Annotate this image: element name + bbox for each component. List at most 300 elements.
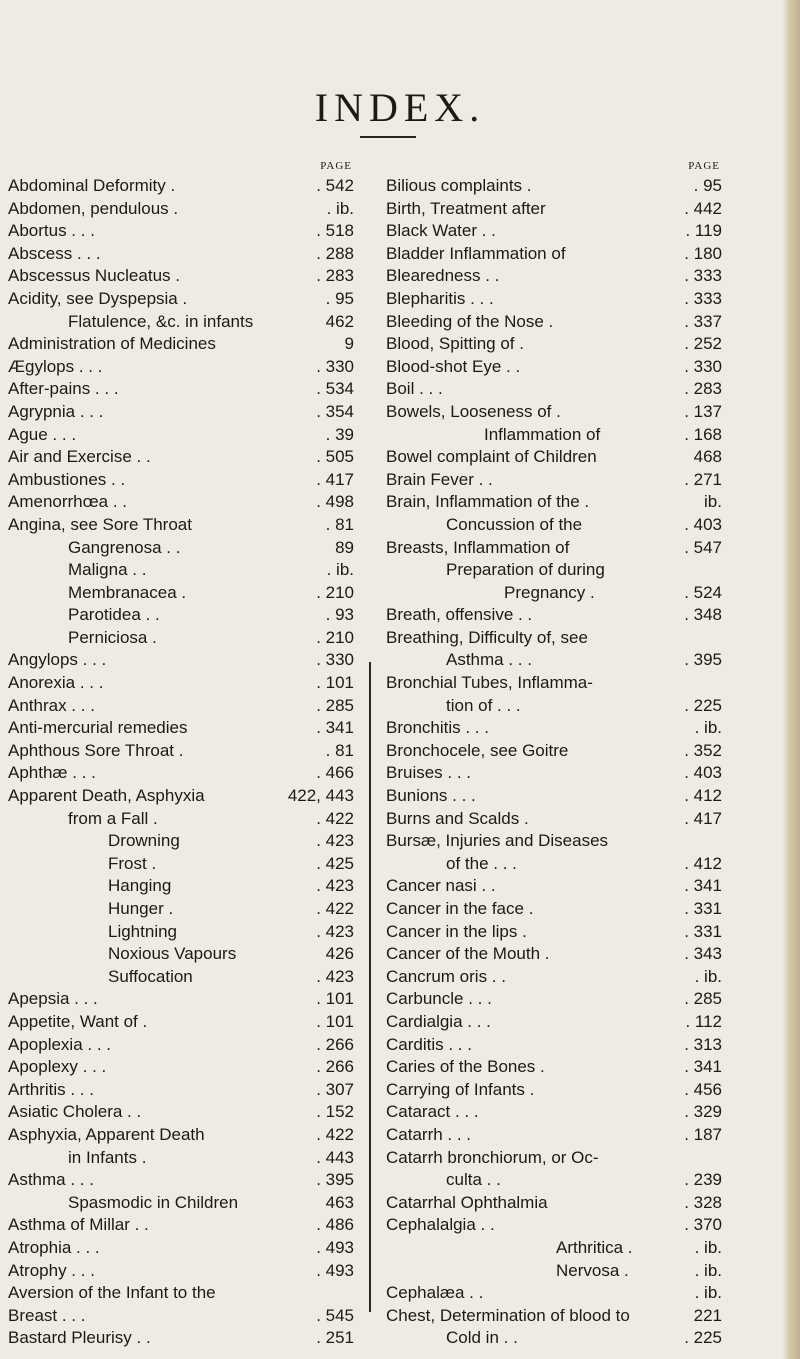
index-entry-term: Catarrh bronchiorum, or Oc- (386, 1147, 599, 1167)
index-entry (8, 175, 354, 198)
index-entry-term: Cardialgia . . . (386, 1011, 491, 1031)
index-entry-term: Apparent Death, Asphyxia (8, 786, 205, 806)
index-entry-term: Acidity, see Dyspepsia . (8, 288, 188, 308)
index-entry-term: Asthma . . . (8, 1170, 94, 1190)
index-entry-page: . 251 (316, 1328, 354, 1348)
index-entry (8, 514, 354, 537)
index-entry (386, 1214, 722, 1237)
index-entry (386, 966, 722, 989)
index-entry-page (680, 627, 722, 650)
index-entry-page: . 225 (684, 695, 722, 715)
index-entry-page: . 283 (316, 266, 354, 286)
index-entry (386, 808, 722, 831)
index-entry-page: . 412 (684, 853, 722, 873)
index-entry-page: . 101 (316, 1011, 354, 1031)
index-entry (8, 627, 354, 650)
index-entry-page: . ib. (694, 1237, 722, 1257)
index-entry (8, 401, 354, 424)
index-entry (386, 717, 722, 740)
index-entry-page: . ib. (694, 718, 722, 738)
index-entry-page: . 352 (684, 740, 722, 760)
index-entry-term: Inflammation of (484, 424, 601, 444)
index-entry-page: . 283 (684, 379, 722, 399)
index-entry-page: . 423 (316, 876, 354, 896)
index-entry (386, 1327, 722, 1350)
index-entry (8, 717, 354, 740)
index-entry (386, 333, 722, 356)
index-entry-term: Cold in . . (446, 1328, 518, 1348)
index-entry (8, 649, 354, 672)
index-entry-term: Burns and Scalds . (386, 808, 529, 828)
index-entry (8, 1011, 354, 1034)
index-entry-term: Concussion of the (446, 514, 583, 534)
column-divider (369, 662, 371, 1312)
index-entry (386, 1237, 722, 1260)
index-entry (8, 537, 354, 560)
index-entry-page: . 341 (684, 876, 722, 896)
index-entry (8, 875, 354, 898)
index-entry-page: . ib. (694, 1283, 722, 1303)
index-entry-page: . 266 (316, 1034, 354, 1054)
index-entry-term: Bleeding of the Nose . (386, 311, 554, 331)
index-entry (8, 265, 354, 288)
index-entry-term: Cancer in the face . (386, 899, 534, 918)
index-entry-page: . 348 (684, 605, 722, 625)
index-entry-term: Abdominal Deformity . (8, 176, 176, 195)
index-entry-term: Perniciosa . (68, 627, 157, 647)
index-entry-term: Arthritis . . . (8, 1079, 94, 1099)
index-entry-term: Frost . (108, 853, 157, 873)
index-entry-term: culta . . (446, 1170, 501, 1190)
index-entry-term: Aphthæ . . . (8, 763, 96, 783)
index-entry-term: Cancer nasi . . (386, 876, 496, 896)
index-entry (386, 1011, 722, 1034)
index-entry (386, 943, 722, 966)
index-entry (386, 1147, 722, 1170)
index-entry-term: Abscess . . . (8, 243, 101, 263)
index-entry-term: Chest, Determination of blood to (386, 1305, 630, 1325)
index-entry-page: 468 (693, 447, 722, 467)
index-entry-page: . 395 (684, 650, 722, 670)
index-entry (386, 378, 722, 401)
index-entry (8, 1079, 354, 1102)
index-entry-term: Cephalalgia . . (386, 1215, 495, 1235)
index-entry (8, 988, 354, 1011)
index-entry (8, 582, 354, 605)
index-entry-page: . 505 (316, 447, 354, 467)
index-entry-term: Asphyxia, Apparent Death (8, 1124, 205, 1144)
index-entry-page: . 456 (684, 1079, 722, 1099)
index-entry (8, 378, 354, 401)
index-entry-page: . 547 (684, 537, 722, 557)
index-entry-term: Boil . . . (386, 379, 443, 399)
index-entry-term: Hunger . (108, 899, 174, 918)
index-entry-page: . 210 (316, 627, 354, 647)
index-entry-page: . ib. (694, 1260, 722, 1280)
index-entry (8, 1327, 354, 1350)
index-entry-page: . 288 (316, 243, 354, 263)
index-entry-term: tion of . . . (446, 695, 521, 715)
right-entries (386, 175, 722, 1350)
index-entry-term: Catarrhal Ophthalmia (386, 1192, 548, 1212)
index-entry-term: Breathing, Difficulty of, see (386, 627, 588, 647)
index-entry-page: 462 (325, 311, 354, 331)
index-entry-page: . 343 (684, 944, 722, 964)
index-entry (386, 424, 722, 447)
index-entry-term: Cancrum oris . . (386, 966, 506, 986)
left-column (8, 160, 354, 1350)
index-entry (386, 559, 722, 582)
index-entry-term: Asthma . . . (446, 650, 532, 670)
index-entry-page: . 93 (325, 605, 354, 625)
index-entry (8, 853, 354, 876)
index-entry-page: . 498 (316, 492, 354, 512)
index-entry-term: Asthma of Millar . . (8, 1215, 149, 1235)
index-entry-page: . ib. (326, 560, 354, 580)
index-entry-page: . 39 (325, 424, 354, 444)
index-entry-term: Cephalæa . . (386, 1283, 484, 1303)
index-entry-page: . 180 (684, 243, 722, 263)
index-entry-term: Abdomen, pendulous . (8, 198, 179, 218)
index-entry-page: . 187 (684, 1124, 722, 1144)
index-entry-page: . 341 (316, 718, 354, 738)
index-entry (8, 808, 354, 831)
index-entry-page: . 239 (684, 1170, 722, 1190)
index-entry-page: . 210 (316, 582, 354, 602)
index-entry-page: . 328 (684, 1192, 722, 1212)
index-entry (8, 1056, 354, 1079)
index-entry (386, 198, 722, 221)
index-entry-page: . 403 (684, 763, 722, 783)
index-entry-term: in Infants . (68, 1147, 147, 1167)
index-entry (8, 740, 354, 763)
index-entry (8, 446, 354, 469)
index-entry-term: Angina, see Sore Throat (8, 514, 192, 534)
index-entry-term: Bursæ, Injuries and Diseases (386, 831, 609, 851)
index-entry (8, 762, 354, 785)
index-entry (386, 875, 722, 898)
index-entry (386, 762, 722, 785)
index-entry-page: . 225 (684, 1328, 722, 1348)
index-entry (8, 695, 354, 718)
index-entry-term: Blepharitis . . . (386, 288, 494, 308)
index-entry (386, 514, 722, 537)
index-entry-page: . 425 (316, 853, 354, 873)
index-entry-term: Appetite, Want of . (8, 1011, 148, 1031)
index-entry-term: Birth, Treatment after (386, 198, 546, 218)
index-entry-term: Apoplexia . . . (8, 1034, 112, 1054)
index-entry-term: Suffocation (108, 966, 193, 986)
index-entry (8, 333, 354, 356)
index-entry (8, 1101, 354, 1124)
index-entry-term: Maligna . . (68, 560, 147, 580)
index-entry-term: Brain Fever . . (386, 469, 493, 489)
index-entry-page: . 307 (316, 1079, 354, 1099)
index-entry-term: Cancer in the lips . (386, 921, 527, 941)
index-entry (386, 491, 722, 514)
index-entry-term: Aphthous Sore Throat . (8, 740, 184, 760)
index-entry-term: Anthrax . . . (8, 695, 95, 715)
index-entry (386, 265, 722, 288)
index-entry-term: Parotidea . . (68, 605, 160, 625)
index-entry (386, 582, 722, 605)
index-entry (386, 401, 722, 424)
index-entry-term: Bronchocele, see Goitre (386, 740, 569, 760)
index-entry-term: Pregnancy . (504, 582, 595, 602)
index-entry (8, 288, 354, 311)
page-edge (782, 0, 800, 1359)
index-entry-term: Bronchitis . . . (386, 718, 489, 738)
index-entry-term: Bladder Inflammation of (386, 243, 566, 263)
index-entry (386, 1056, 722, 1079)
index-entry (8, 966, 354, 989)
index-entry-term: Black Water . . (386, 221, 496, 241)
index-entry-page: . 337 (684, 311, 722, 331)
index-entry (386, 537, 722, 560)
index-entry-page: . 95 (325, 288, 354, 308)
index-entry-term: Anti-mercurial remedies (8, 718, 188, 738)
right-column (386, 160, 722, 1350)
index-entry-page: . 486 (316, 1215, 354, 1235)
index-entry-page: . 422 (316, 1124, 354, 1144)
index-entry-term: Arthritica . (556, 1237, 633, 1257)
index-entry (8, 491, 354, 514)
index-entry-page: . 370 (684, 1215, 722, 1235)
index-entry-page: . 112 (685, 1011, 722, 1031)
index-entry-page: . 422 (316, 808, 354, 828)
index-entry-page: . 354 (316, 401, 354, 421)
index-entry-page: . 545 (316, 1305, 354, 1325)
index-entry-page: 426 (325, 944, 354, 964)
index-entry-term: Bastard Pleurisy . . (8, 1328, 151, 1348)
index-entry-term: Carrying of Infants . (386, 1079, 535, 1099)
index-entry (8, 1282, 354, 1305)
index-entry-page: . 534 (316, 379, 354, 399)
index-entry-page: . 423 (316, 921, 354, 941)
index-entry (8, 1169, 354, 1192)
index-entry-term: Air and Exercise . . (8, 447, 151, 467)
index-entry-page: . 81 (325, 514, 354, 534)
index-entry (8, 1192, 354, 1215)
index-entry-page: . 333 (684, 266, 722, 286)
index-entry-term: Apoplexy . . . (8, 1057, 107, 1077)
index-entry-page (312, 1282, 354, 1305)
title-rule (360, 136, 416, 138)
index-entry-page: . 493 (316, 1237, 354, 1257)
index-entry-term: Agrypnia . . . (8, 401, 104, 421)
index-entry (386, 672, 722, 695)
index-entry-page: . 81 (325, 740, 354, 760)
index-entry (8, 830, 354, 853)
index-entry-page: . 101 (316, 673, 354, 693)
index-entry-term: of the . . . (446, 853, 517, 873)
right-page-header: PAGE (688, 160, 720, 172)
index-entry (386, 921, 722, 944)
index-entry-term: Bunions . . . (386, 786, 476, 806)
index-entry (386, 1079, 722, 1102)
index-entry (386, 311, 722, 334)
index-entry (8, 943, 354, 966)
index-entry-term: Cataract . . . (386, 1102, 479, 1122)
index-entry-page: . 518 (316, 221, 354, 241)
index-entry-page: . 101 (316, 989, 354, 1009)
index-entry-term: Bronchial Tubes, Inflamma- (386, 673, 593, 693)
index-entry-term: Bilious complaints . (386, 176, 532, 195)
index-entry (8, 1147, 354, 1170)
index-entry-page: . 313 (684, 1034, 722, 1054)
index-entry-term: Breath, offensive . . (386, 605, 533, 625)
index-entry (8, 672, 354, 695)
index-entry-term: Angylops . . . (8, 650, 107, 670)
index-entry-page: . 423 (316, 831, 354, 851)
index-entry-page (680, 559, 722, 582)
index-entry (386, 1101, 722, 1124)
index-entry (386, 1169, 722, 1192)
index-entry-page: . 266 (316, 1057, 354, 1077)
index-entry-page: . 152 (316, 1102, 354, 1122)
index-entry (386, 1192, 722, 1215)
index-entry (386, 604, 722, 627)
index-entry-page: . 252 (684, 334, 722, 354)
index-entry-page: . 341 (684, 1057, 722, 1077)
index-entry-page: . 331 (684, 899, 722, 918)
index-entry (386, 1260, 722, 1283)
index-entry-term: Membranacea . (68, 582, 187, 602)
index-entry-page: . 329 (684, 1102, 722, 1122)
index-entry (8, 1237, 354, 1260)
index-entry-term: Spasmodic in Children (68, 1192, 239, 1212)
index-entry-term: Blearedness . . (386, 266, 500, 286)
index-entry (8, 220, 354, 243)
index-entry-page: . 333 (684, 288, 722, 308)
index-entry-page: . 466 (316, 763, 354, 783)
index-entry-page: . 417 (684, 808, 722, 828)
index-entry-page: . 403 (684, 514, 722, 534)
index-entry (386, 695, 722, 718)
index-entry (8, 1260, 354, 1283)
index-entry (386, 1282, 722, 1305)
index-entry (386, 627, 722, 650)
index-entry (8, 1305, 354, 1328)
index-entry-page: . 443 (316, 1147, 354, 1167)
index-entry-term: Nervosa . (556, 1260, 629, 1280)
index-entry-page: . ib. (326, 198, 354, 218)
index-entry (8, 1034, 354, 1057)
index-entry-page: . 285 (316, 695, 354, 715)
index-entry-page: . 412 (684, 786, 722, 806)
index-entry-page: 9 (344, 334, 354, 354)
index-entry-page: . 95 (693, 176, 722, 195)
index-entry-term: Catarrh . . . (386, 1124, 472, 1144)
index-entry (386, 220, 722, 243)
index-entry (386, 288, 722, 311)
index-entry-term: Aversion of the Infant to the (8, 1283, 216, 1303)
index-entry-page: . 493 (316, 1260, 354, 1280)
index-entry (8, 198, 354, 221)
index-entry-term: Cancer of the Mouth . (386, 944, 550, 964)
index-entry-page: . 542 (316, 176, 354, 195)
index-entry (386, 1305, 722, 1328)
index-entry-page: . 271 (684, 469, 722, 489)
index-entry-term: Blood-shot Eye . . (386, 356, 521, 376)
index-entry-page: . 422 (316, 899, 354, 918)
index-entry (8, 1214, 354, 1237)
index-entry-term: Apepsia . . . (8, 989, 98, 1009)
index-entry (8, 469, 354, 492)
index-entry-page: . 423 (316, 966, 354, 986)
index-entry-term: Flatulence, &c. in infants (68, 311, 254, 331)
index-entry (8, 785, 354, 808)
index-entry-term: Noxious Vapours (108, 944, 237, 964)
index-entry-page: . 330 (316, 356, 354, 376)
index-entry (386, 175, 722, 198)
index-entry-term: Lightning (108, 921, 178, 941)
index-entry-term: Carditis . . . (386, 1034, 472, 1054)
index-entry (8, 898, 354, 921)
index-entry (8, 424, 354, 447)
index-entry (8, 1124, 354, 1147)
index-entry-term: Bowels, Looseness of . (386, 401, 561, 421)
index-entry-page: . 137 (684, 401, 722, 421)
index-entry-page (680, 830, 722, 853)
index-entry (8, 311, 354, 334)
index-entry (8, 921, 354, 944)
index-entry-term: Bowel complaint of Children (386, 447, 597, 467)
index-entry (386, 830, 722, 853)
index-entry-term: Gangrenosa . . (68, 537, 181, 557)
index-entry-term: Ambustiones . . (8, 469, 126, 489)
index-entry (386, 356, 722, 379)
index-entry (386, 988, 722, 1011)
index-entry-page: . 524 (684, 582, 722, 602)
index-entry-page: 463 (325, 1192, 354, 1212)
index-entry-term: Preparation of during (446, 560, 605, 580)
index-entry-page: ib. (704, 492, 722, 512)
index-entry-page: 89 (335, 537, 354, 557)
index-entry (386, 469, 722, 492)
index-entry (386, 649, 722, 672)
page-title: INDEX. (314, 85, 486, 130)
index-entry (8, 243, 354, 266)
index-entry-page: . 395 (316, 1170, 354, 1190)
index-entry-term: Amenorrhœa . . (8, 492, 128, 512)
index-entry-term: Drowning (108, 831, 180, 851)
index-entry-term: Carbuncle . . . (386, 989, 492, 1009)
index-entry-term: Blood, Spitting of . (386, 334, 524, 354)
index-entry (8, 559, 354, 582)
left-entries (8, 175, 354, 1350)
index-entry-page: 422, 443 (287, 786, 354, 806)
left-page-header: PAGE (320, 160, 352, 172)
index-entry-term: Atrophia . . . (8, 1237, 100, 1257)
index-entry-page: . 285 (684, 989, 722, 1009)
index-entry (386, 446, 722, 469)
index-entry-term: After-pains . . . (8, 379, 119, 399)
index-entry (386, 1124, 722, 1147)
index-entry-page (680, 1147, 722, 1170)
index-entry-page: . 330 (316, 650, 354, 670)
index-entry-page: . ib. (694, 966, 722, 986)
index-entry-term: Administration of Medicines (8, 334, 216, 354)
index-entry-page: . 119 (685, 221, 722, 241)
index-entry-term: Anorexia . . . (8, 673, 104, 693)
index-entry (386, 740, 722, 763)
index-entry-page (680, 672, 722, 695)
index-entry (8, 356, 354, 379)
index-entry-term: Breasts, Inflammation of (386, 537, 570, 557)
index-entry-page: . 330 (684, 356, 722, 376)
index-entry-term: Brain, Inflammation of the . (386, 492, 590, 512)
